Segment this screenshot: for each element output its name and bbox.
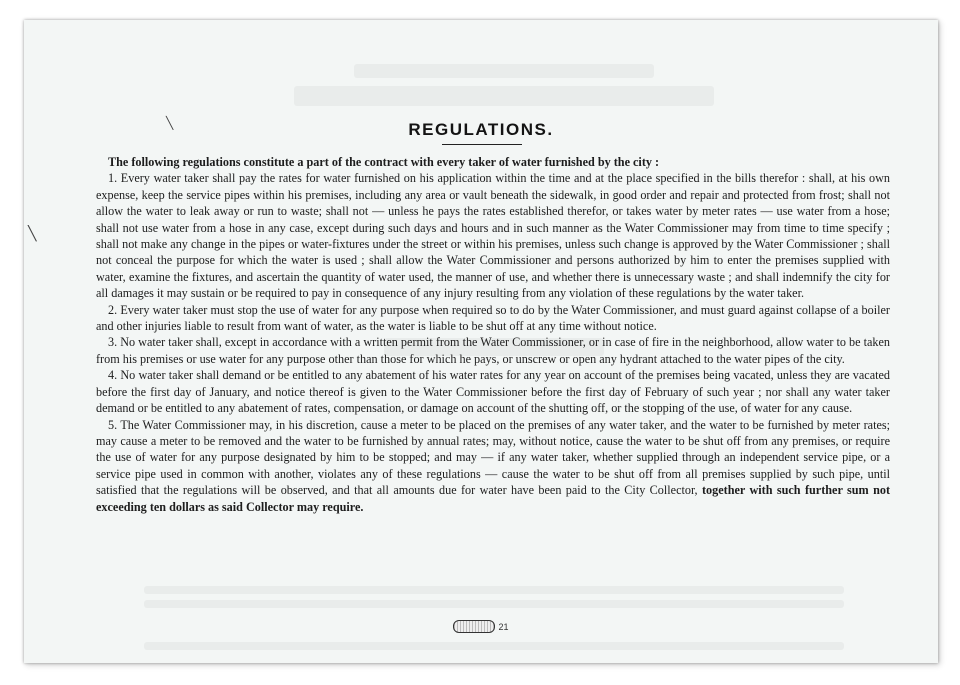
bleed-line [354, 64, 654, 78]
page-title: REGULATIONS. [408, 120, 554, 139]
bleed-line [144, 600, 844, 608]
regulation-paragraph-5-text: 5. The Water Commissioner may, in his discretion, cause a meter to be placed on the premises of any water taker, and the water to be furnished by meter rates; may cause a meter to be removed and the water to be furnished by annual rates; may, without notice, cause the water to be shut off from any premises, or require the use of water for any purpose designated by him to be stopped; and may — if any water taker, whether supplied through an independent service pipe, or a service pipe used in common with another, violates any of these regulations — cause the water to be shut off from all premises supplied by such pipe, until satisfied that the regulations will be observed, and that all amounts due for water have been paid to the City Collector, [96, 417, 890, 498]
bleed-line [144, 642, 844, 650]
regulation-paragraph-4: 4. No water taker shall demand or be entitled to any abatement of his water rates for any year on account of the premises being vacated, unless they are vacated before the first day of January, and notice thereof is given to the Water Commissioner before the first day of February of such year ; nor shall any water taker demand or be entitled to any abatement of rates, compensation, or damage on account of the shutting off, or the stopping of the use, of water for any cause. [96, 368, 890, 416]
intro-paragraph: The following regulations constitute a part of the contract with every taker of water furnished by the city : [108, 155, 660, 169]
union-printer-mark [24, 620, 938, 633]
bleed-line [294, 86, 714, 106]
bleed-line [144, 586, 844, 594]
pencil-mark-icon: ╲ [166, 116, 174, 130]
regulation-paragraph-5 [96, 417, 890, 515]
title-underline [442, 144, 522, 145]
union-label-icon [453, 620, 495, 633]
margin-mark-icon: ╲ [28, 227, 37, 242]
regulation-paragraph-3: 3. No water taker shall, except in accordance with a written permit from the Water Commissioner, or in case of fire in the neighborhood, allow water to be taken from his premises or use water for any purpose other than those for which he pays, or unscrew or open any hydrant attached to the water pipes of the city. [96, 335, 890, 366]
regulations-body [96, 154, 890, 515]
document-page [24, 20, 938, 663]
union-number: 21 [498, 621, 509, 632]
regulation-paragraph-2: 2. Every water taker must stop the use of water for any purpose when required so to do by the Water Commissioner, and must guard against collapse of a boiler and other injuries liable to result from want of water, as the water is liable to be shut off at any time without notice. [96, 302, 890, 334]
regulation-paragraph-5-bold-tail: together with such further sum not exceeding ten dollars as said Collector may require. [96, 483, 890, 514]
regulation-paragraph-1: 1. Every water taker shall pay the rates for water furnished on his application within the time and at the place specified in the bills therefor : shall, at his own expense, keep the service pipes within his premises, including any area or vault beneath the sidewalk, in good order and repair and protected from frost; shall not allow the water to leak away or run to waste; shall not — unless he pays the rates established therefor, or takes water by meter rates — use water from a hose; shall not use water from a hose in any case, except during such days and hours and in such manner as the Water Commissioner may from time to time specify ; shall not make any change in the pipes or water-fixtures under the street or within his premises, unless such change is approved by the Water Commissioner ; shall not conceal the purpose for which the water is used ; shall allow the Water Commissioner and persons authorized by him to enter the premises supplied with water, examine the fixtures, and ascertain the quantity of water used, the manner of use, and whether there is unnecessary waste ; and shall indemnify the city for all damages it may sustain or be required to pay in consequence of any injury resulting from any violation of these regulations by the water taker. [96, 171, 890, 301]
